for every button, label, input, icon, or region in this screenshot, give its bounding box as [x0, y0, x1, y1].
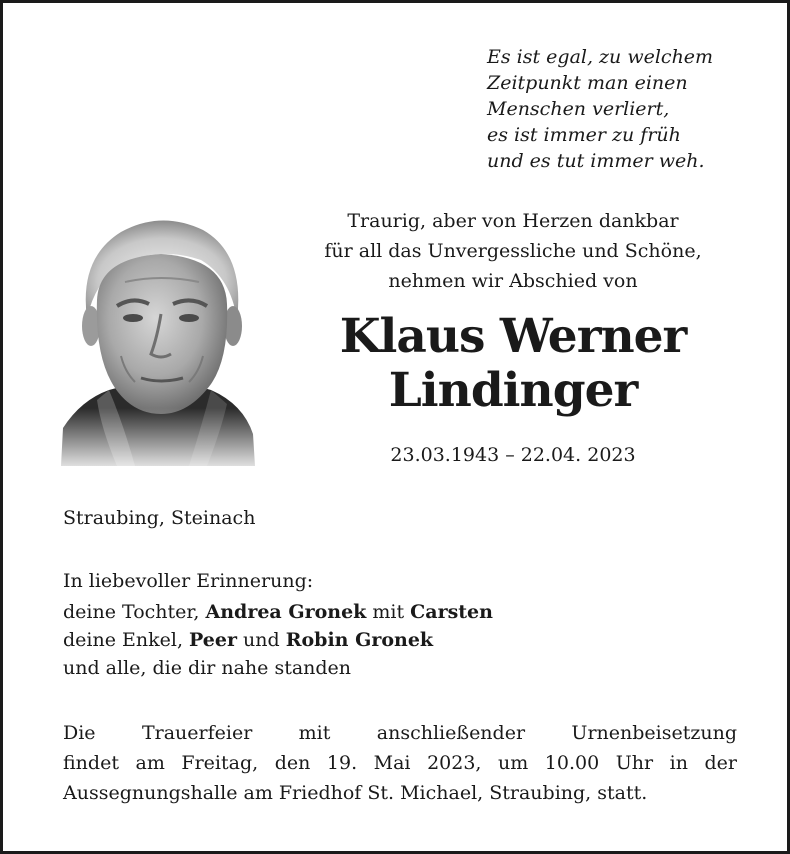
poem-line: Menschen verliert, [487, 98, 670, 120]
mourner-line-daughter [63, 598, 493, 626]
mourner-name: Carsten [410, 601, 493, 623]
mourners-list [63, 567, 493, 682]
life-dates: 23.03.1943 – 22.04. 2023 [390, 444, 636, 466]
intro-line: Traurig, aber von Herzen dankbar [347, 210, 679, 232]
text: deine Tochter, [63, 601, 206, 623]
deceased-name [273, 310, 753, 418]
poem-line: es ist immer zu früh [487, 124, 681, 146]
poem [487, 44, 713, 174]
poem-line: und es tut immer weh. [487, 150, 705, 172]
intro-line: nehmen wir Abschied von [388, 270, 638, 292]
mourner-name: Andrea Gronek [205, 601, 367, 623]
poem-line: Zeitpunkt man einen [487, 72, 688, 94]
portrait-photo [61, 208, 255, 466]
text: deine Enkel, [63, 629, 190, 651]
mourner-name: Robin Gronek [285, 629, 434, 651]
mourner-name: Peer [189, 629, 237, 651]
mourners-heading: In liebevoller Erinnerung: [63, 570, 314, 592]
place-of-residence: Straubing, Steinach [63, 507, 256, 529]
intro-line: für all das Unvergessliche und Schöne, [324, 240, 702, 262]
text: und [237, 629, 286, 651]
mourner-line-others: und alle, die dir nahe standen [63, 657, 352, 679]
service-line: Die Trauerfeier mit anschließender Urnenbeisetzung [63, 722, 737, 744]
mourner-line-grandchildren [63, 626, 493, 654]
service-line: findet am Freitag, den 19. Mai 2023, um 10.00 Uhr in der [63, 752, 737, 774]
text: mit [366, 601, 411, 623]
intro-text [273, 206, 753, 296]
deceased-name-line2: Lindinger [388, 363, 638, 418]
poem-line: Es ist egal, zu welchem [487, 46, 714, 68]
service-line: Aussegnungshalle am Friedhof St. Michael, Straubing, statt. [63, 782, 648, 804]
deceased-name-line1: Klaus Werner [339, 309, 687, 364]
funeral-service-info [63, 718, 737, 808]
portrait-photo-icon [61, 208, 255, 466]
